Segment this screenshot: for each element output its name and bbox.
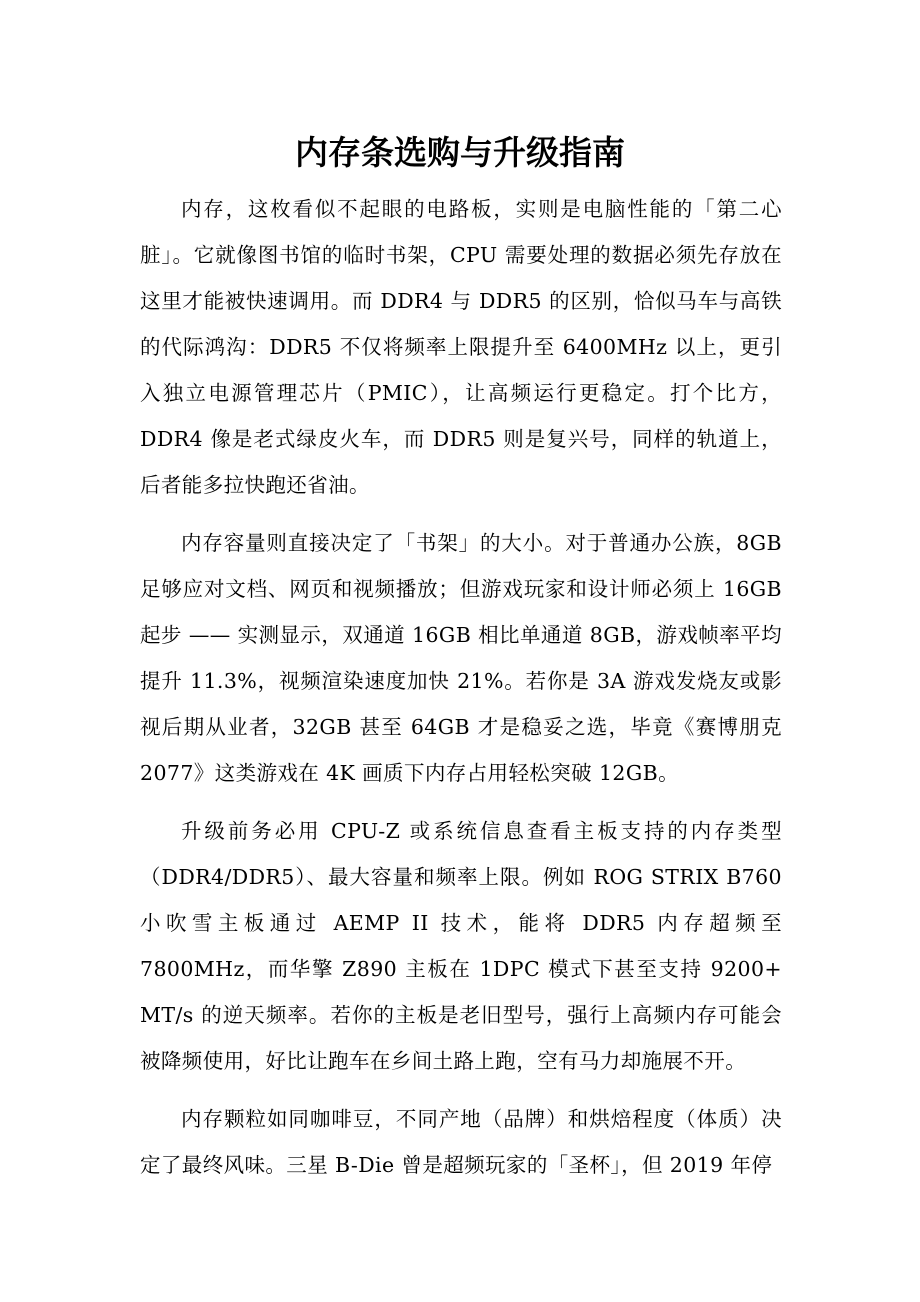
paragraph-upgrade-check: 升级前务必用 CPU-Z 或系统信息查看主板支持的内存类型（DDR4/DDR5）、最大容量和频率上限。例如 ROG STRIX B760 小吹雪主板通过 AEMP II 技术，能将 DDR5 内存超频至 7800MHz，而华擎 Z890 主板在 1DPC 模式下甚至支持 9200+ MT/s 的逆天频率。若你的主板是老旧型号，强行上高频内存可能会被降频使用，好比让跑车在乡间土路上跑，空有马力却施展不开。 bbox=[140, 819, 782, 1073]
paragraph-memory-capacity: 内存容量则直接决定了「书架」的大小。对于普通办公族，8GB 足够应对文档、网页和视频播放；但游戏玩家和设计师必须上 16GB 起步 —— 实测显示，双通道 16GB 相比单通道 8GB，游戏帧率平均提升 11.3%，视频渲染速度加快 21%。若你是 3A 游戏发烧友或影视后期从业者，32GB 甚至 64GB 才是稳妥之选，毕竟《赛博朋克 2077》这类游戏在 4K 画质下内存占用轻松突破 12GB。 bbox=[140, 531, 782, 785]
document-body bbox=[140, 186, 782, 1200]
document-title: 内存条选购与升级指南 bbox=[295, 133, 625, 172]
paragraph-memory-chips: 内存颗粒如同咖啡豆，不同产地（品牌）和烘焙程度（体质）决定了最终风味。三星 B-Die 曾是超频玩家的「圣杯」，但 2019 年停 bbox=[140, 1107, 782, 1177]
paragraph-memory-intro: 内存，这枚看似不起眼的电路板，实则是电脑性能的「第二心脏」。它就像图书馆的临时书架，CPU 需要处理的数据必须先存放在这里才能被快速调用。而 DDR4 与 DDR5 的区别，恰似马车与高铁的代际鸿沟：DDR5 不仅将频率上限提升至 6400MHz 以上，更引入独立电源管理芯片（PMIC），让高频运行更稳定。打个比方，DDR4 像是老式绿皮火车，而 DDR5 则是复兴号，同样的轨道上，后者能多拉快跑还省油。 bbox=[140, 197, 782, 497]
